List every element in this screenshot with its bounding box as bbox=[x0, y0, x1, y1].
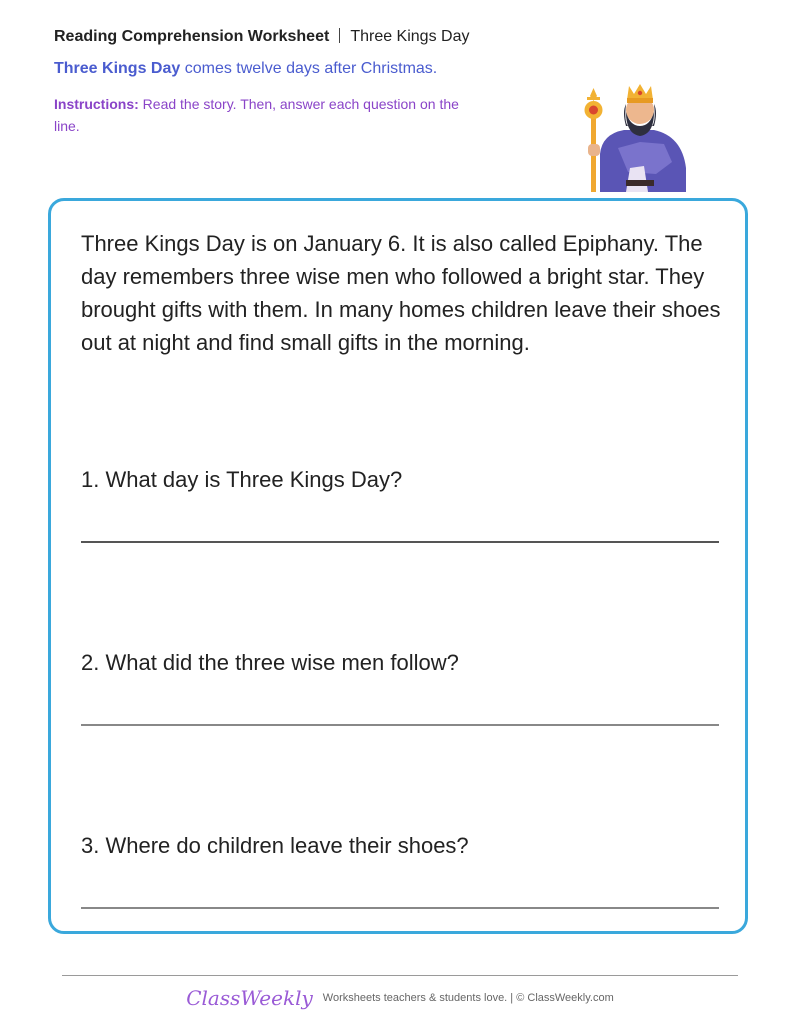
subtitle-rest: comes twelve days after Christmas. bbox=[180, 60, 438, 77]
instructions-label: Instructions: bbox=[54, 96, 139, 112]
king-icon bbox=[578, 82, 690, 192]
answer-line-2[interactable] bbox=[81, 724, 719, 726]
answer-line-1[interactable] bbox=[81, 541, 719, 543]
header-divider bbox=[339, 28, 340, 43]
question-3: 3. Where do children leave their shoes? bbox=[81, 833, 469, 858]
footer-tagline: Worksheets teachers & students love. | © ClassWeekly.com bbox=[322, 992, 614, 1004]
story-passage: Three Kings Day is on January 6. It is also called Epiphany. The day remembers three wise men who followed a bright star. They brought gifts with them. In many homes children leave their shoes out at night and find small gifts in the morning. bbox=[81, 231, 721, 355]
subtitle bbox=[54, 60, 437, 78]
instructions-text: Read the story. Then, answer each question on the line. bbox=[54, 96, 459, 134]
answer-line-3[interactable] bbox=[81, 907, 719, 909]
king-illustration bbox=[578, 82, 690, 192]
worksheet-header bbox=[54, 28, 469, 46]
footer bbox=[0, 986, 800, 1010]
question-2: 2. What did the three wise men follow? bbox=[81, 650, 459, 675]
worksheet-type: Reading Comprehension Worksheet bbox=[54, 28, 330, 45]
story-card bbox=[48, 198, 748, 934]
footer-divider bbox=[62, 975, 738, 976]
instructions bbox=[54, 93, 484, 137]
question-1: 1. What day is Three Kings Day? bbox=[81, 467, 403, 492]
header-topic: Three Kings Day bbox=[350, 28, 470, 45]
brand-logo: ClassWeekly bbox=[186, 986, 313, 1010]
subtitle-topic: Three Kings Day bbox=[54, 60, 181, 77]
